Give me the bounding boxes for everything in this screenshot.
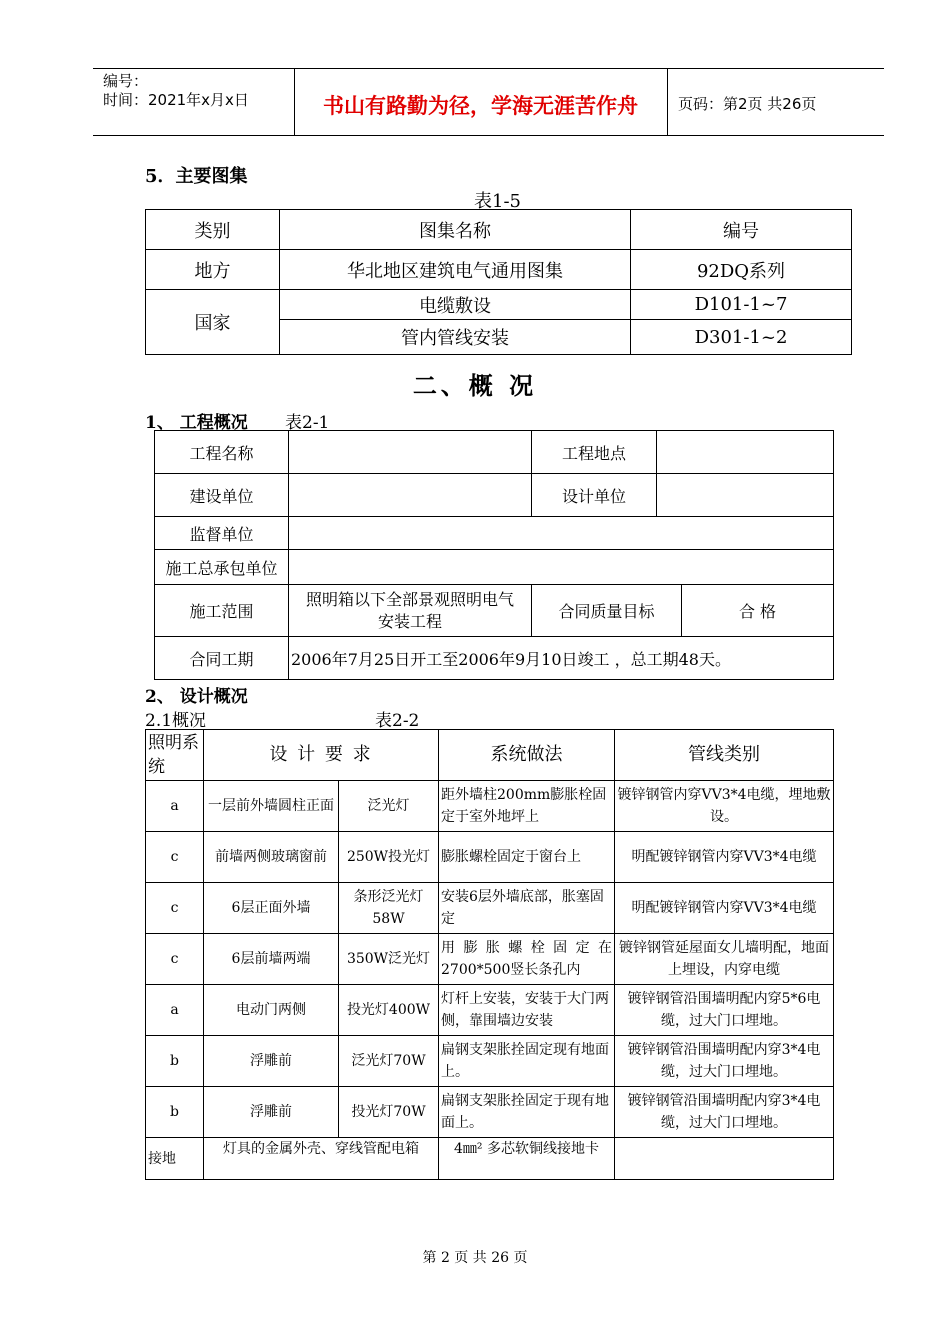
header-motto: 书山有路勤为径，学海无涯苦作舟 — [323, 94, 638, 118]
table-header-cell: 编号 — [631, 210, 852, 250]
field-label: 建设单位 — [155, 474, 289, 517]
field-label: 工程地点 — [532, 431, 657, 474]
table-cell — [615, 1138, 834, 1180]
field-value — [657, 474, 834, 517]
table-cell: 浮雕前 — [204, 1087, 339, 1138]
field-label: 工程名称 — [155, 431, 289, 474]
table-cell: 距外墙柱200mm膨胀栓固定于室外地坪上 — [439, 781, 615, 832]
field-value: 照明箱以下全部景观照明电气安装工程 — [289, 585, 532, 637]
section-heading: 5．主要图集 — [145, 166, 248, 187]
table-cell: 电动门两侧 — [204, 985, 339, 1036]
table-header-cell: 设 计 要 求 — [204, 730, 439, 781]
table-row — [146, 832, 834, 883]
header-top-rule — [93, 68, 884, 69]
field-value — [289, 517, 834, 550]
table-row — [146, 934, 834, 985]
table-cell: 膨胀螺栓固定于窗台上 — [439, 832, 615, 883]
field-label: 合同工期 — [155, 637, 289, 680]
table-cell: 明配镀锌钢管内穿VV3*4电缆 — [615, 832, 834, 883]
field-label: 合同质量目标 — [532, 585, 682, 637]
table-cell: 镀锌钢管沿围墙明配内穿3*4电缆，过大门口埋地。 — [615, 1036, 834, 1087]
table-cell: 国家 — [146, 290, 280, 355]
table-row — [146, 985, 834, 1036]
table-cell: 扁钢支架胀拴固定于现有地面上。 — [439, 1087, 615, 1138]
table-header-cell: 图集名称 — [280, 210, 631, 250]
field-value — [657, 431, 834, 474]
field-label: 施工总承包单位 — [155, 550, 289, 585]
table-cell: 泛光灯70W — [339, 1036, 439, 1087]
table-cell: 前墙两侧玻璃窗前 — [204, 832, 339, 883]
table-cell: 镀锌钢管沿围墙明配内穿5*6电缆，过大门口埋地。 — [615, 985, 834, 1036]
header-bottom-rule — [93, 135, 884, 136]
table-row — [146, 1087, 834, 1138]
table-cell: 条形泛光灯58W — [339, 883, 439, 934]
header-divider — [667, 68, 668, 135]
table-caption: 表1-5 — [474, 191, 521, 212]
table-cell: 地方 — [146, 250, 280, 290]
field-label: 施工范围 — [155, 585, 289, 637]
table-header-cell: 系统做法 — [439, 730, 615, 781]
table-header-cell: 照明系统 — [146, 730, 204, 781]
table-cell: 灯杆上安装，安装于大门两侧，靠围墙边安装 — [439, 985, 615, 1036]
table-caption: 表2-2 — [375, 711, 420, 731]
table-cell: 250W投光灯 — [339, 832, 439, 883]
table-cell: 灯具的金属外壳、穿线管配电箱 — [204, 1138, 439, 1180]
table-cell: a — [146, 781, 204, 832]
table-cell: b — [146, 1087, 204, 1138]
table-cell: 6层前墙两端 — [204, 934, 339, 985]
field-label: 设计单位 — [532, 474, 657, 517]
atlas-table — [145, 209, 852, 355]
field-value — [289, 474, 532, 517]
table-row — [146, 781, 834, 832]
table-row — [146, 1138, 834, 1180]
design-overview-table — [145, 729, 834, 1180]
table-cell: 投光灯70W — [339, 1087, 439, 1138]
table-cell: 镀锌钢管延屋面女儿墙明配，地面上埋设，内穿电缆 — [615, 934, 834, 985]
table-caption: 表2-1 — [285, 413, 330, 433]
field-value: 合 格 — [682, 585, 834, 637]
header-time: 时间：2021年x月x日 — [103, 91, 249, 109]
project-overview-table — [154, 430, 834, 680]
table-cell: 扁钢支架胀拴固定现有地面上。 — [439, 1036, 615, 1087]
field-value: 2006年7月25日开工至2006年9月10日竣工 ，总工期48天。 — [289, 637, 834, 680]
table-cell: c — [146, 832, 204, 883]
field-value — [289, 431, 532, 474]
table-cell: 6层正面外墙 — [204, 883, 339, 934]
table-header-cell: 类别 — [146, 210, 280, 250]
table-cell: 92DQ系列 — [631, 250, 852, 290]
table-cell: 管内管线安装 — [280, 320, 631, 355]
table-cell: 明配镀锌钢管内穿VV3*4电缆 — [615, 883, 834, 934]
header-number: 编号： — [103, 72, 149, 90]
table-cell: 用膨胀螺栓固定在2700*500竖长条孔内 — [439, 934, 615, 985]
table-cell: c — [146, 934, 204, 985]
table-cell: a — [146, 985, 204, 1036]
table-cell: 华北地区建筑电气通用图集 — [280, 250, 631, 290]
table-cell: D301-1~2 — [631, 320, 852, 355]
table-cell: 镀锌钢管内穿VV3*4电缆，埋地敷设。 — [615, 781, 834, 832]
table-cell: 泛光灯 — [339, 781, 439, 832]
subsection-heading: 2.1概况 — [145, 711, 207, 731]
table-cell: 350W泛光灯 — [339, 934, 439, 985]
table-cell: b — [146, 1036, 204, 1087]
table-cell: c — [146, 883, 204, 934]
chapter-title: 二、概 况 — [412, 371, 538, 400]
table-cell: 镀锌钢管沿围墙明配内穿3*4电缆，过大门口埋地。 — [615, 1087, 834, 1138]
field-value — [289, 550, 834, 585]
header-page-number: 页码：第2页 共26页 — [678, 95, 817, 113]
table-cell: 接地 — [146, 1138, 204, 1180]
section-heading: 2、 设计概况 — [145, 687, 248, 707]
table-row — [146, 883, 834, 934]
table-header-cell: 管线类别 — [615, 730, 834, 781]
section-heading: 1、 工程概况 — [145, 413, 248, 433]
field-label: 监督单位 — [155, 517, 289, 550]
table-row — [146, 1036, 834, 1087]
table-cell: 一层前外墙圆柱正面 — [204, 781, 339, 832]
table-cell: 浮雕前 — [204, 1036, 339, 1087]
table-cell: 投光灯400W — [339, 985, 439, 1036]
table-cell: D101-1~7 — [631, 290, 852, 320]
table-cell: 安装6层外墙底部，胀塞固定 — [439, 883, 615, 934]
table-cell: 4㎜² 多芯软铜线接地卡 — [439, 1138, 615, 1180]
table-cell: 电缆敷设 — [280, 290, 631, 320]
page-footer: 第 2 页 共 26 页 — [422, 1250, 528, 1266]
